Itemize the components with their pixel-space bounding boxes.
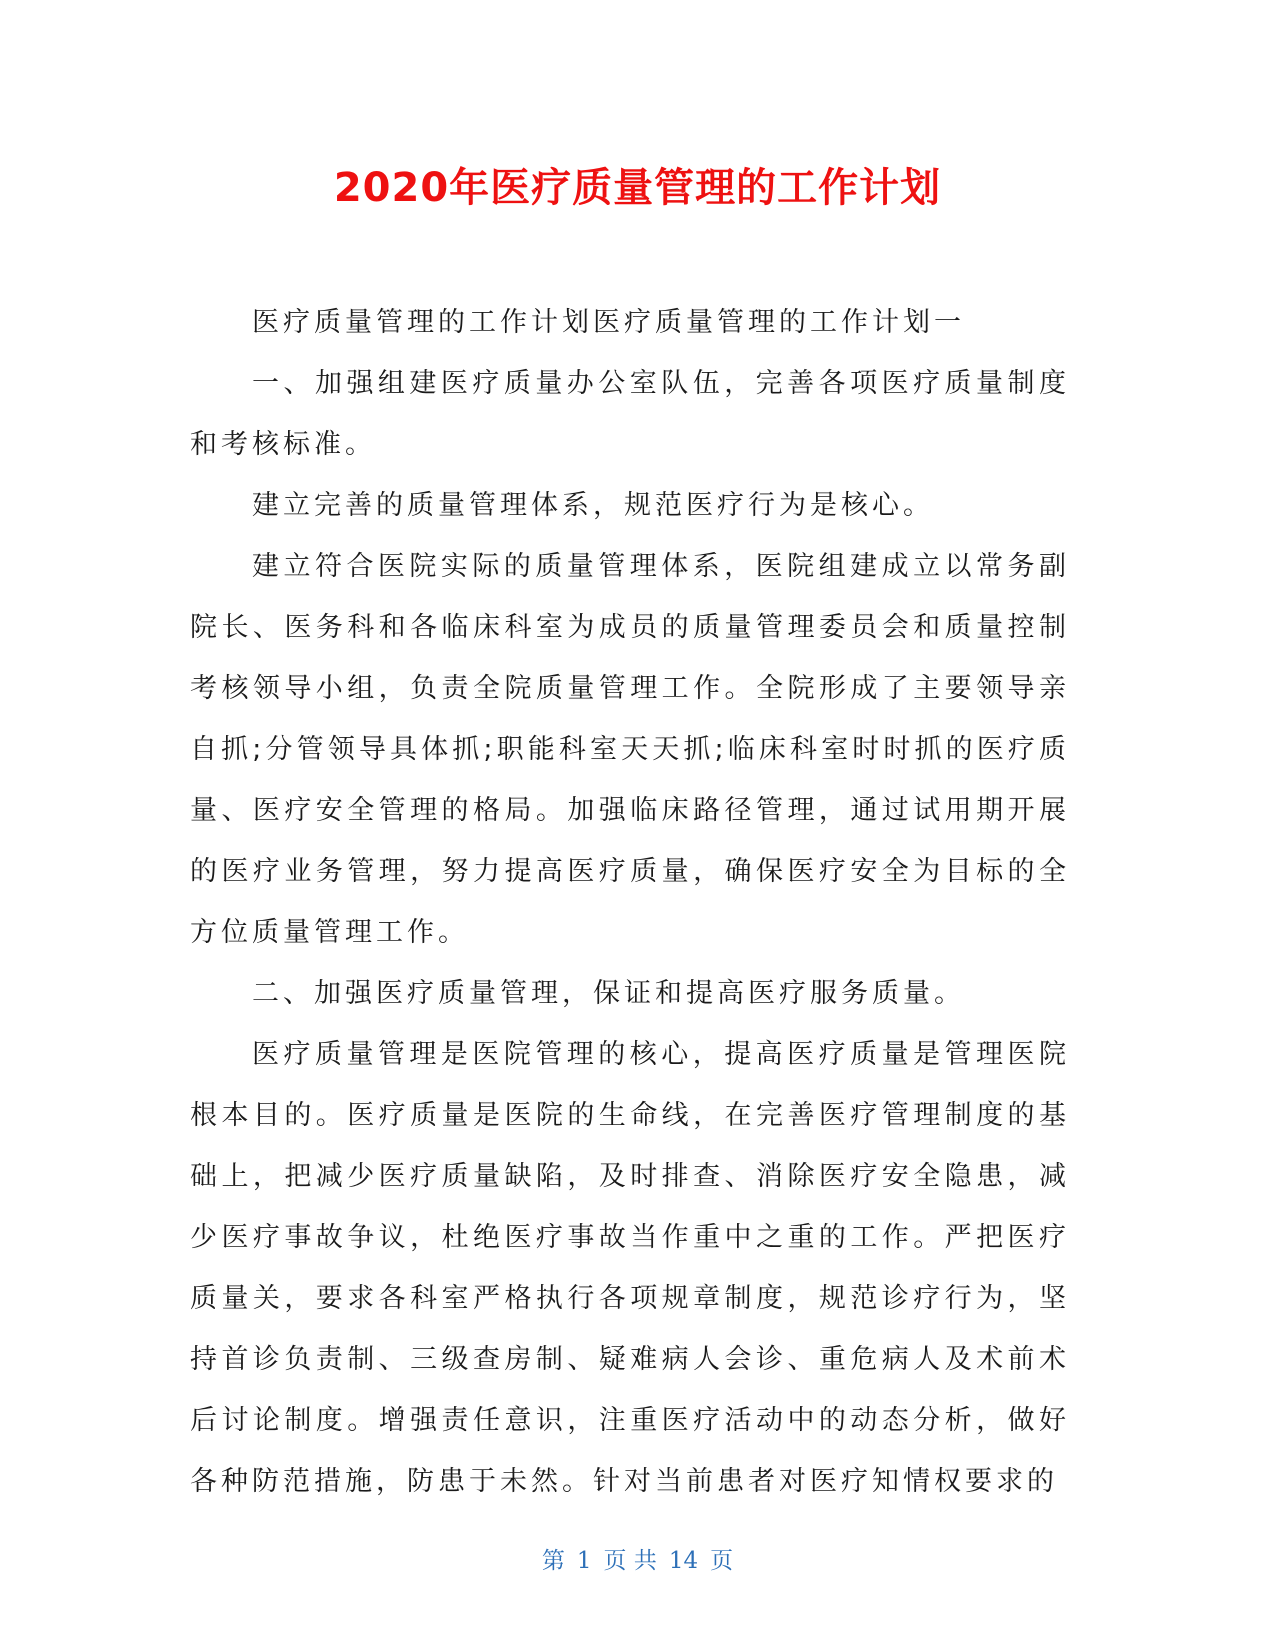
paragraph: 建立符合医院实际的质量管理体系，医院组建成立以常务副院长、医务科和各临床科室为成员的质量管理委员会和质量控制考核领导小组，负责全院质量管理工作。全院形成了主要领导亲自抓;分管领导具体抓;职能科室天天抓;临床科室时时抓的医疗质量、医疗安全管理的格局。加强临床路径管理，通过试用期开展的医疗业务管理，努力提高医疗质量，确保医疗安全为目标的全方位质量管理工作。 [190, 551, 1070, 948]
paragraph: 医疗质量管理的工作计划医疗质量管理的工作计划一 [252, 307, 965, 338]
footer-suffix: 页 [710, 1548, 734, 1574]
footer-page-number: 1 [576, 1548, 592, 1574]
paragraph: 二、加强医疗质量管理，保证和提高医疗服务质量。 [252, 978, 965, 1009]
paragraph: 建立完善的质量管理体系，规范医疗行为是核心。 [252, 490, 934, 521]
document-title: 2020年医疗质量管理的工作计划 [333, 165, 942, 211]
footer-total-pages: 14 [668, 1548, 699, 1574]
footer-middle: 页 共 [603, 1548, 657, 1574]
paragraph: 一、加强组建医疗质量办公室队伍，完善各项医疗质量制度和考核标准。 [190, 368, 1070, 460]
document-body [190, 292, 1070, 1512]
page-footer [0, 1546, 1275, 1576]
paragraph: 医疗质量管理是医院管理的核心，提高医疗质量是管理医院根本目的。医疗质量是医院的生命线，在完善医疗管理制度的基础上，把减少医疗质量缺陷，及时排查、消除医疗安全隐患，减少医疗事故争议，杜绝医疗事故当作重中之重的工作。严把医疗质量关，要求各科室严格执行各项规章制度，规范诊疗行为，坚持首诊负责制、三级查房制、疑难病人会诊、重危病人及术前术后讨论制度。增强责任意识，注重医疗活动中的动态分析，做好各种防范措施，防患于未然。针对当前患者对医疗知情权要求的 [190, 1039, 1070, 1497]
footer-prefix: 第 [541, 1548, 565, 1574]
